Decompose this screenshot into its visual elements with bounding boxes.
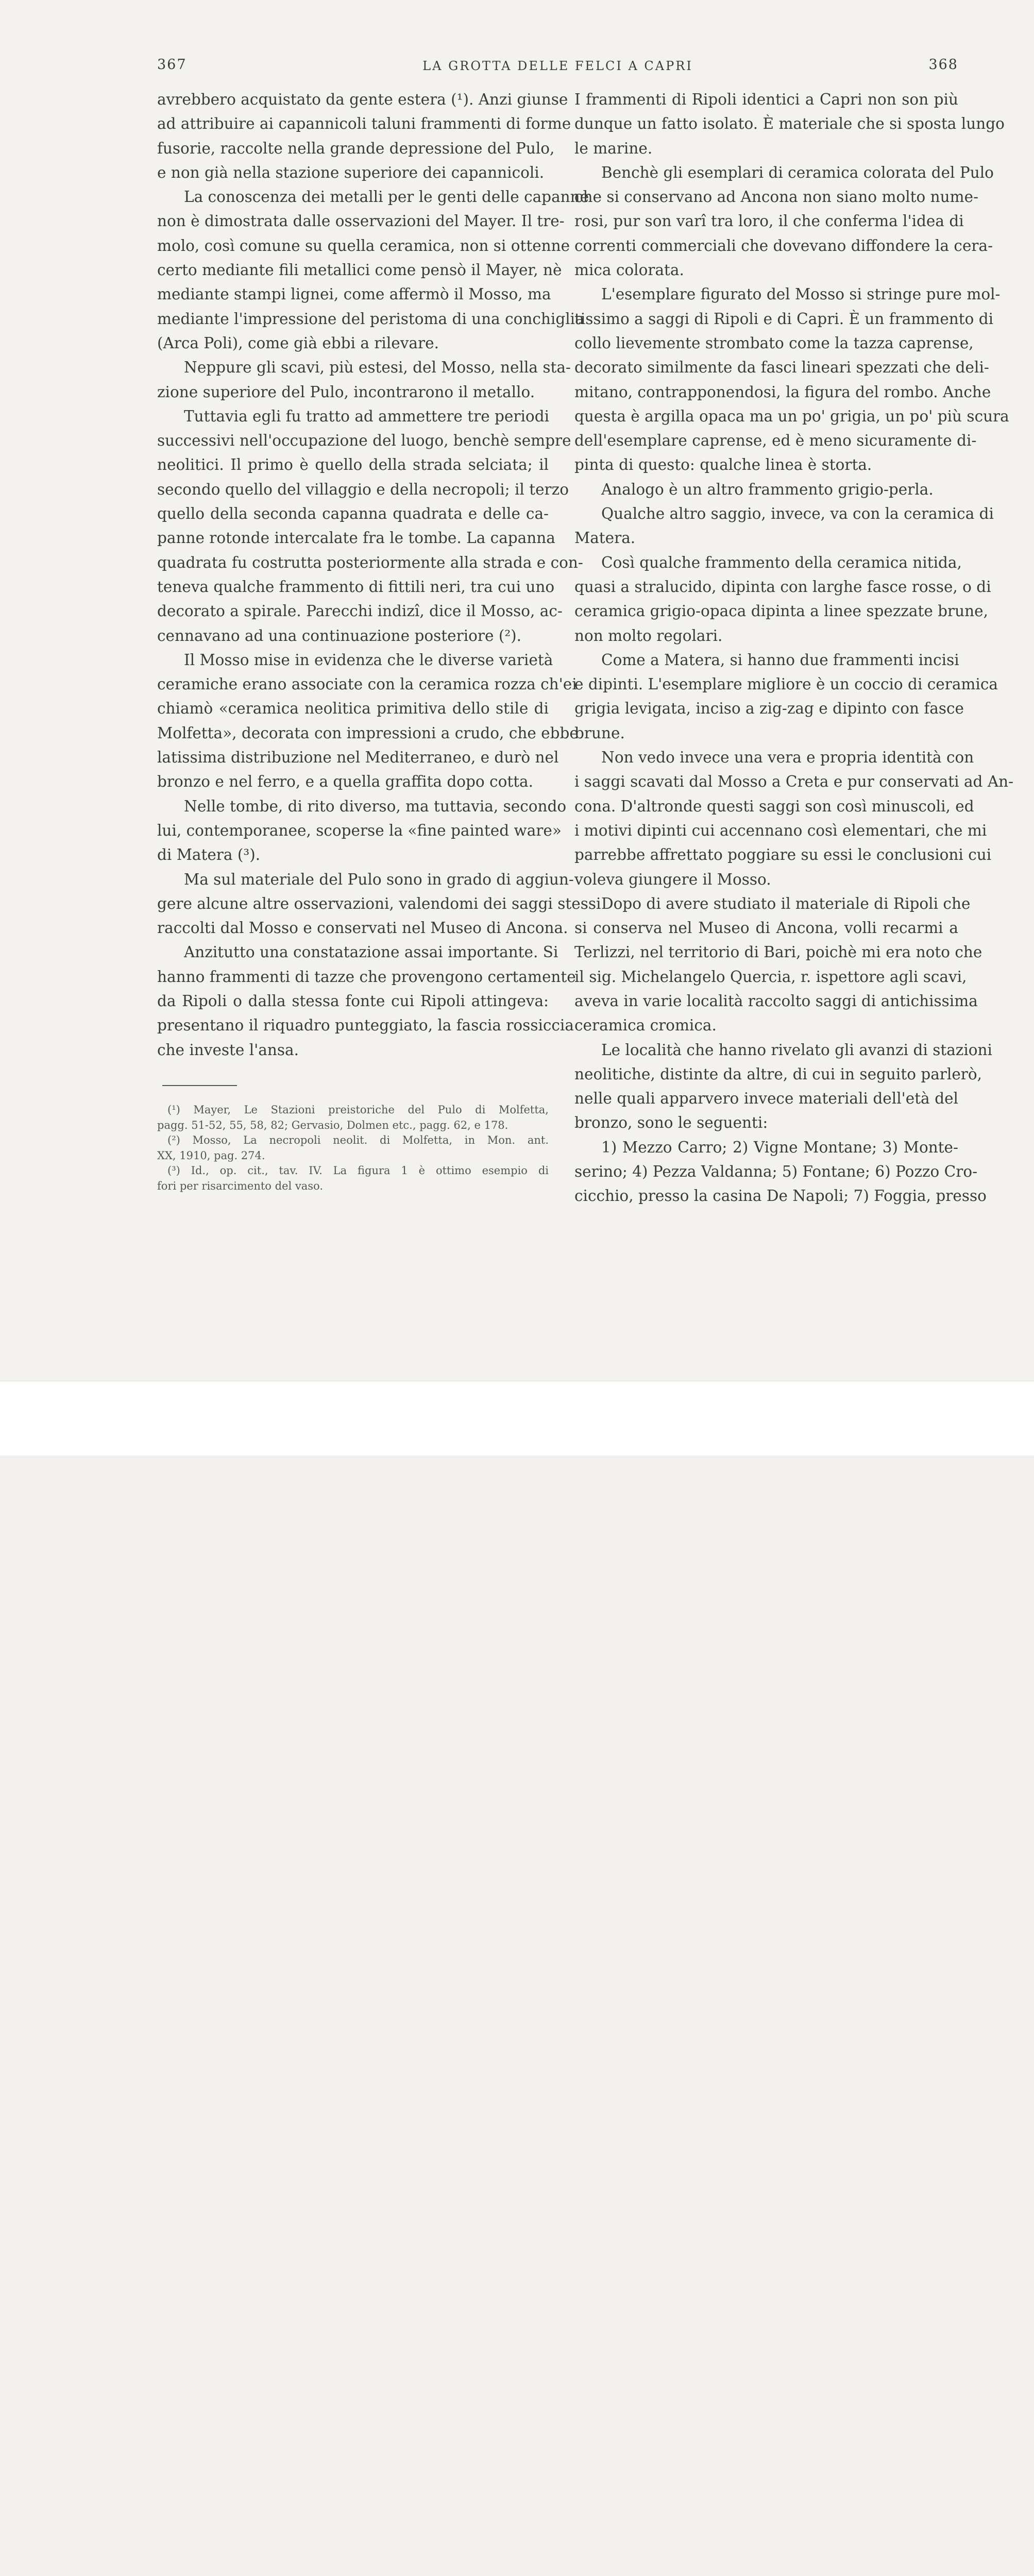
text-line: decorato a spirale. Parecchi indizî, dice il Mosso, ac- [157,602,563,620]
text-line: le marine. [574,139,653,157]
text-line: pagg. 51-52, 55, 58, 82; Gervasio, Dolmen etc., pagg. 62, e 178. [157,1118,508,1131]
text-line: tissimo a saggi di Ripoli e di Capri. È un frammento di [574,310,994,328]
text-line: Neppure gli scavi, più estesi, del Mosso, nella sta- [184,359,571,377]
text-line: avrebbero acquistato da gente estera (¹). Anzi giunse [157,91,568,108]
text-line: pinta di questo: qualche linea è storta. [574,456,872,474]
text-line: molo, così comune su quella ceramica, non si ottenne [157,236,570,255]
text-line: cicchio, presso la casina De Napoli; 7) Foggia, presso [574,1187,987,1205]
text-line: i motivi dipinti cui accennano così elementari, che mi [574,821,987,839]
text-line: Non vedo invece una vera e propria identità con [601,749,974,767]
text-line: XX, 1910, pag. 274. [157,1149,265,1162]
text-line: che investe l'ansa. [157,1041,299,1059]
text-line: e dipinti. L'esemplare migliore è un coccio di ceramica [574,675,998,693]
text-line: mica colorata. [574,261,684,279]
text-line: Analogo è un altro frammento grigio-perla. [601,480,934,498]
running-title: LA GROTTA DELLE FELCI A CAPRI [422,59,693,73]
text-line: bronzo, sono le seguenti: [574,1114,768,1132]
text-line: fusorie, raccolte nella grande depressione del Pulo, [157,139,555,157]
text-line: ceramica cromica. [574,1016,717,1035]
text-line: correnti commerciali che dovevano diffondere la cera- [574,236,993,255]
text-line: La conoscenza dei metalli per le genti delle capanne [184,188,589,206]
right-text-column [574,88,1014,1209]
text-line: grigia levigata, inciso a zig-zag e dipinto con fasce [574,700,964,718]
text-line: (Arca Poli), come già ebbi a rilevare. [157,334,439,352]
text-line: (³) Id., op. cit., tav. IV. La figura 1 è ottimo esempio di [167,1164,549,1177]
text-line: lui, contemporanee, scoperse la «fine painted ware» [157,821,562,839]
text-line: Nelle tombe, di rito diverso, ma tuttavia, secondo [184,797,567,815]
text-line: gere alcune altre osservazioni, valendomi dei saggi stessi [157,894,601,912]
text-line: voleva giungere il Mosso. [574,870,771,888]
text-line: che si conservano ad Ancona non siano molto nume- [574,188,979,206]
text-line: L'esemplare figurato del Mosso si stringe pure mol- [601,285,1001,303]
text-line: panne rotonde intercalate fra le tombe. La capanna [157,529,555,547]
text-line: parrebbe affrettato poggiare su essi le conclusioni cui [574,846,992,864]
text-line: si conserva nel Museo di Ancona, volli recarmi a [574,919,958,937]
text-line: rosi, pur son varî tra loro, il che conferma l'idea di [574,212,964,230]
text-line: presentano il riquadro punteggiato, la fascia rossiccia [157,1016,574,1035]
text-line: Il Mosso mise in evidenza che le diverse varietà [184,651,553,669]
text-line: latissima distribuzione nel Mediterraneo, e durò nel [157,749,559,767]
text-line: neolitici. Il primo è quello della strada selciata; il [157,456,549,474]
text-line: Ma sul materiale del Pulo sono in grado di aggiun- [184,870,574,888]
text-line: decorato similmente da fasci lineari spezzati che deli- [574,359,989,377]
text-line: Terlizzi, nel territorio di Bari, poichè mi era noto che [574,943,982,961]
footnote-separator [162,1085,237,1086]
text-line: Matera. [574,529,636,547]
text-line: chiamò «ceramica neolitica primitiva dello stile di [157,700,549,718]
text-line: Tuttavia egli fu tratto ad ammettere tre periodi [184,407,550,425]
text-line: teneva qualche frammento di fittili neri, tra cui uno [157,578,555,596]
text-line: ceramica grigio-opaca dipinta a linee spezzate brune, [574,602,988,620]
text-line: zione superiore del Pulo, incontrarono il metallo. [157,383,535,401]
text-line: serino; 4) Pezza Valdanna; 5) Fontane; 6) Pozzo Cro- [574,1163,978,1181]
text-line: mitano, contrapponendosi, la figura del rombo. Anche [574,383,991,401]
text-line: nelle quali apparvero invece materiali dell'età del [574,1090,958,1108]
text-line: cennavano ad una continuazione posteriore (²). [157,626,522,645]
text-line: di Matera (³). [157,846,261,864]
text-line: raccolti dal Mosso e conservati nel Museo di Ancona. [157,919,568,937]
text-line: dell'esemplare caprense, ed è meno sicuramente di- [574,432,977,450]
text-line: 1) Mezzo Carro; 2) Vigne Montane; 3) Monte- [601,1138,958,1156]
text-line: secondo quello del villaggio e della necropoli; il terzo [157,480,569,498]
text-line: Come a Matera, si hanno due frammenti incisi [601,651,959,669]
text-line: Anzitutto una constatazione assai importante. Si [184,943,558,961]
text-line: collo lievemente strombato come la tazza caprense, [574,334,974,352]
text-line: Benchè gli esemplari di ceramica colorata del Pulo [601,163,994,181]
text-line: Dopo di avere studiato il materiale di Ripoli che [601,894,971,912]
text-line: il sig. Michelangelo Quercia, r. ispettore agli scavi, [574,968,967,986]
text-line: Qualche altro saggio, invece, va con la ceramica di [601,505,994,523]
text-line: aveva in varie località raccolto saggi di antichissima [574,992,978,1010]
text-line: I frammenti di Ripoli identici a Capri non son più [574,91,958,108]
viewer-footer [0,1381,1034,1455]
text-line: Le località che hanno rivelato gli avanzi di stazioni [601,1041,992,1059]
text-line: dunque un fatto isolato. È materiale che si sposta lungo [574,115,1005,133]
text-line: cona. D'altronde questi saggi son così minuscoli, ed [574,797,974,815]
text-line: neolitiche, distinte da altre, di cui in seguito parlerò, [574,1065,982,1083]
text-line: hanno frammenti di tazze che provengono certamente [157,968,576,986]
text-line: i saggi scavati dal Mosso a Creta e pur conservati ad An- [574,773,1014,791]
footnotes [157,1103,549,1194]
text-line: (²) Mosso, La necropoli neolit. di Molfetta, in Mon. ant. [167,1134,549,1146]
text-line: mediante l'impressione del peristoma di una conchiglia [157,310,584,328]
text-line: e non già nella stazione superiore dei capannicoli. [157,163,545,181]
text-line: questa è argilla opaca ma un po' grigia, un po' più scura [574,407,1009,425]
text-line: brune. [574,724,625,742]
text-line: (¹) Mayer, Le Stazioni preistoriche del Pulo di Molfetta, [167,1104,549,1116]
text-line: successivi nell'occupazione del luogo, benchè sempre [157,432,571,450]
text-line: quadrata fu costrutta posteriormente alla strada e con- [157,553,583,571]
text-line: Così qualche frammento della ceramica nitida, [601,553,962,571]
page-number-right: 368 [928,57,958,73]
running-header [157,57,958,82]
text-line: da Ripoli o dalla stessa fonte cui Ripoli attingeva: [157,992,549,1010]
text-line: fori per risarcimento del vaso. [157,1179,323,1192]
text-line: mediante stampi lignei, come affermò il Mosso, ma [157,285,551,303]
text-line: bronzo e nel ferro, e a quella graffita dopo cotta. [157,773,534,791]
text-line: ceramiche erano associate con la ceramica rozza ch'ei [157,675,577,693]
page-number-left: 367 [157,57,187,73]
text-line: certo mediante fili metallici come pensò il Mayer, nè [157,261,562,279]
text-line: quello della seconda capanna quadrata e delle ca- [157,505,549,523]
text-line: ad attribuire ai capannicoli taluni frammenti di forme [157,115,571,133]
text-line: non molto regolari. [574,626,723,645]
text-line: non è dimostrata dalle osservazioni del Mayer. Il tre- [157,212,565,230]
text-line: Molfetta», decorata con impressioni a crudo, che ebbe [157,724,579,742]
text-line: quasi a stralucido, dipinta con larghe fasce rosse, o di [574,578,991,596]
